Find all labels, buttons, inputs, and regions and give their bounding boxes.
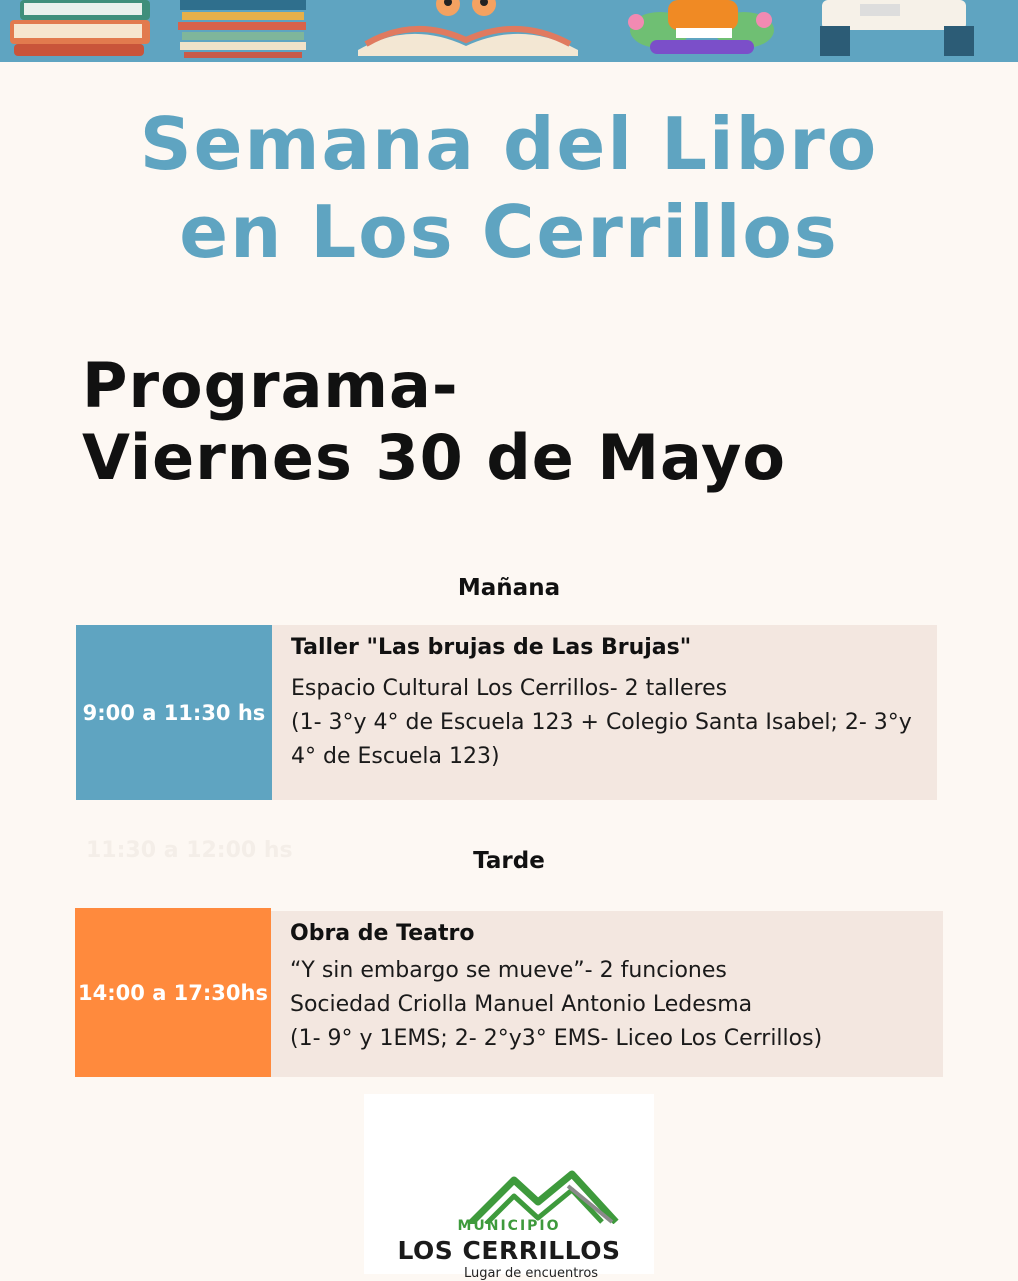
hands-book-icon: [820, 0, 974, 56]
morning-heading: Mañana: [457, 575, 561, 601]
program-heading-line-1: Programa-: [82, 349, 459, 422]
header-banner: [0, 0, 1018, 62]
open-book-icon: [358, 0, 578, 56]
morning-event-line: Espacio Cultural Los Cerrillos- 2 talleres: [291, 676, 728, 701]
page-title: [0, 100, 1018, 276]
afternoon-event-line: “Y sin embargo se mueve”- 2 funciones: [290, 958, 727, 983]
logo-name-text: LOS CERRILLOS: [397, 1236, 621, 1265]
morning-slot: [76, 625, 937, 800]
logo-tagline: Lugar de encuentros: [464, 1266, 599, 1281]
morning-event-line: (1- 3°y 4° de Escuela 123 + Colegio Santa Isabel; 2- 3°y 4° de Escuela 123): [291, 710, 912, 769]
afternoon-time-block: 14:00 a 17:30hs: [75, 908, 271, 1077]
faded-time-label: 11:30 a 12:00 hs: [86, 838, 293, 863]
afternoon-event-line: Sociedad Criolla Manuel Antonio Ledesma: [290, 992, 753, 1017]
book-stack-icon: [10, 0, 150, 56]
logo-municipio-text: MUNICIPIO: [457, 1218, 561, 1234]
reader-girl-icon: [628, 0, 774, 54]
afternoon-heading: Tarde: [473, 848, 545, 874]
municipio-logo: [364, 1094, 654, 1281]
program-heading-line-2: Viernes 30 de Mayo: [82, 421, 786, 494]
morning-event-details: [272, 625, 937, 800]
morning-event-title: Taller "Las brujas de Las Brujas": [291, 635, 692, 660]
title-line-2: en Los Cerrillos: [179, 190, 839, 274]
afternoon-event-title: Obra de Teatro: [290, 921, 475, 946]
books-illustration: [0, 0, 1018, 62]
afternoon-event-details: [271, 911, 943, 1077]
book-pile-icon: [178, 0, 306, 58]
afternoon-slot: [75, 908, 943, 1077]
title-line-1: Semana del Libro: [139, 102, 879, 186]
program-heading: [82, 350, 786, 494]
morning-time-block: 9:00 a 11:30 hs: [76, 625, 272, 800]
afternoon-event-line: (1- 9° y 1EMS; 2- 2°y3° EMS- Liceo Los Cerrillos): [290, 1026, 823, 1051]
hills-logo-icon: [364, 1094, 654, 1224]
